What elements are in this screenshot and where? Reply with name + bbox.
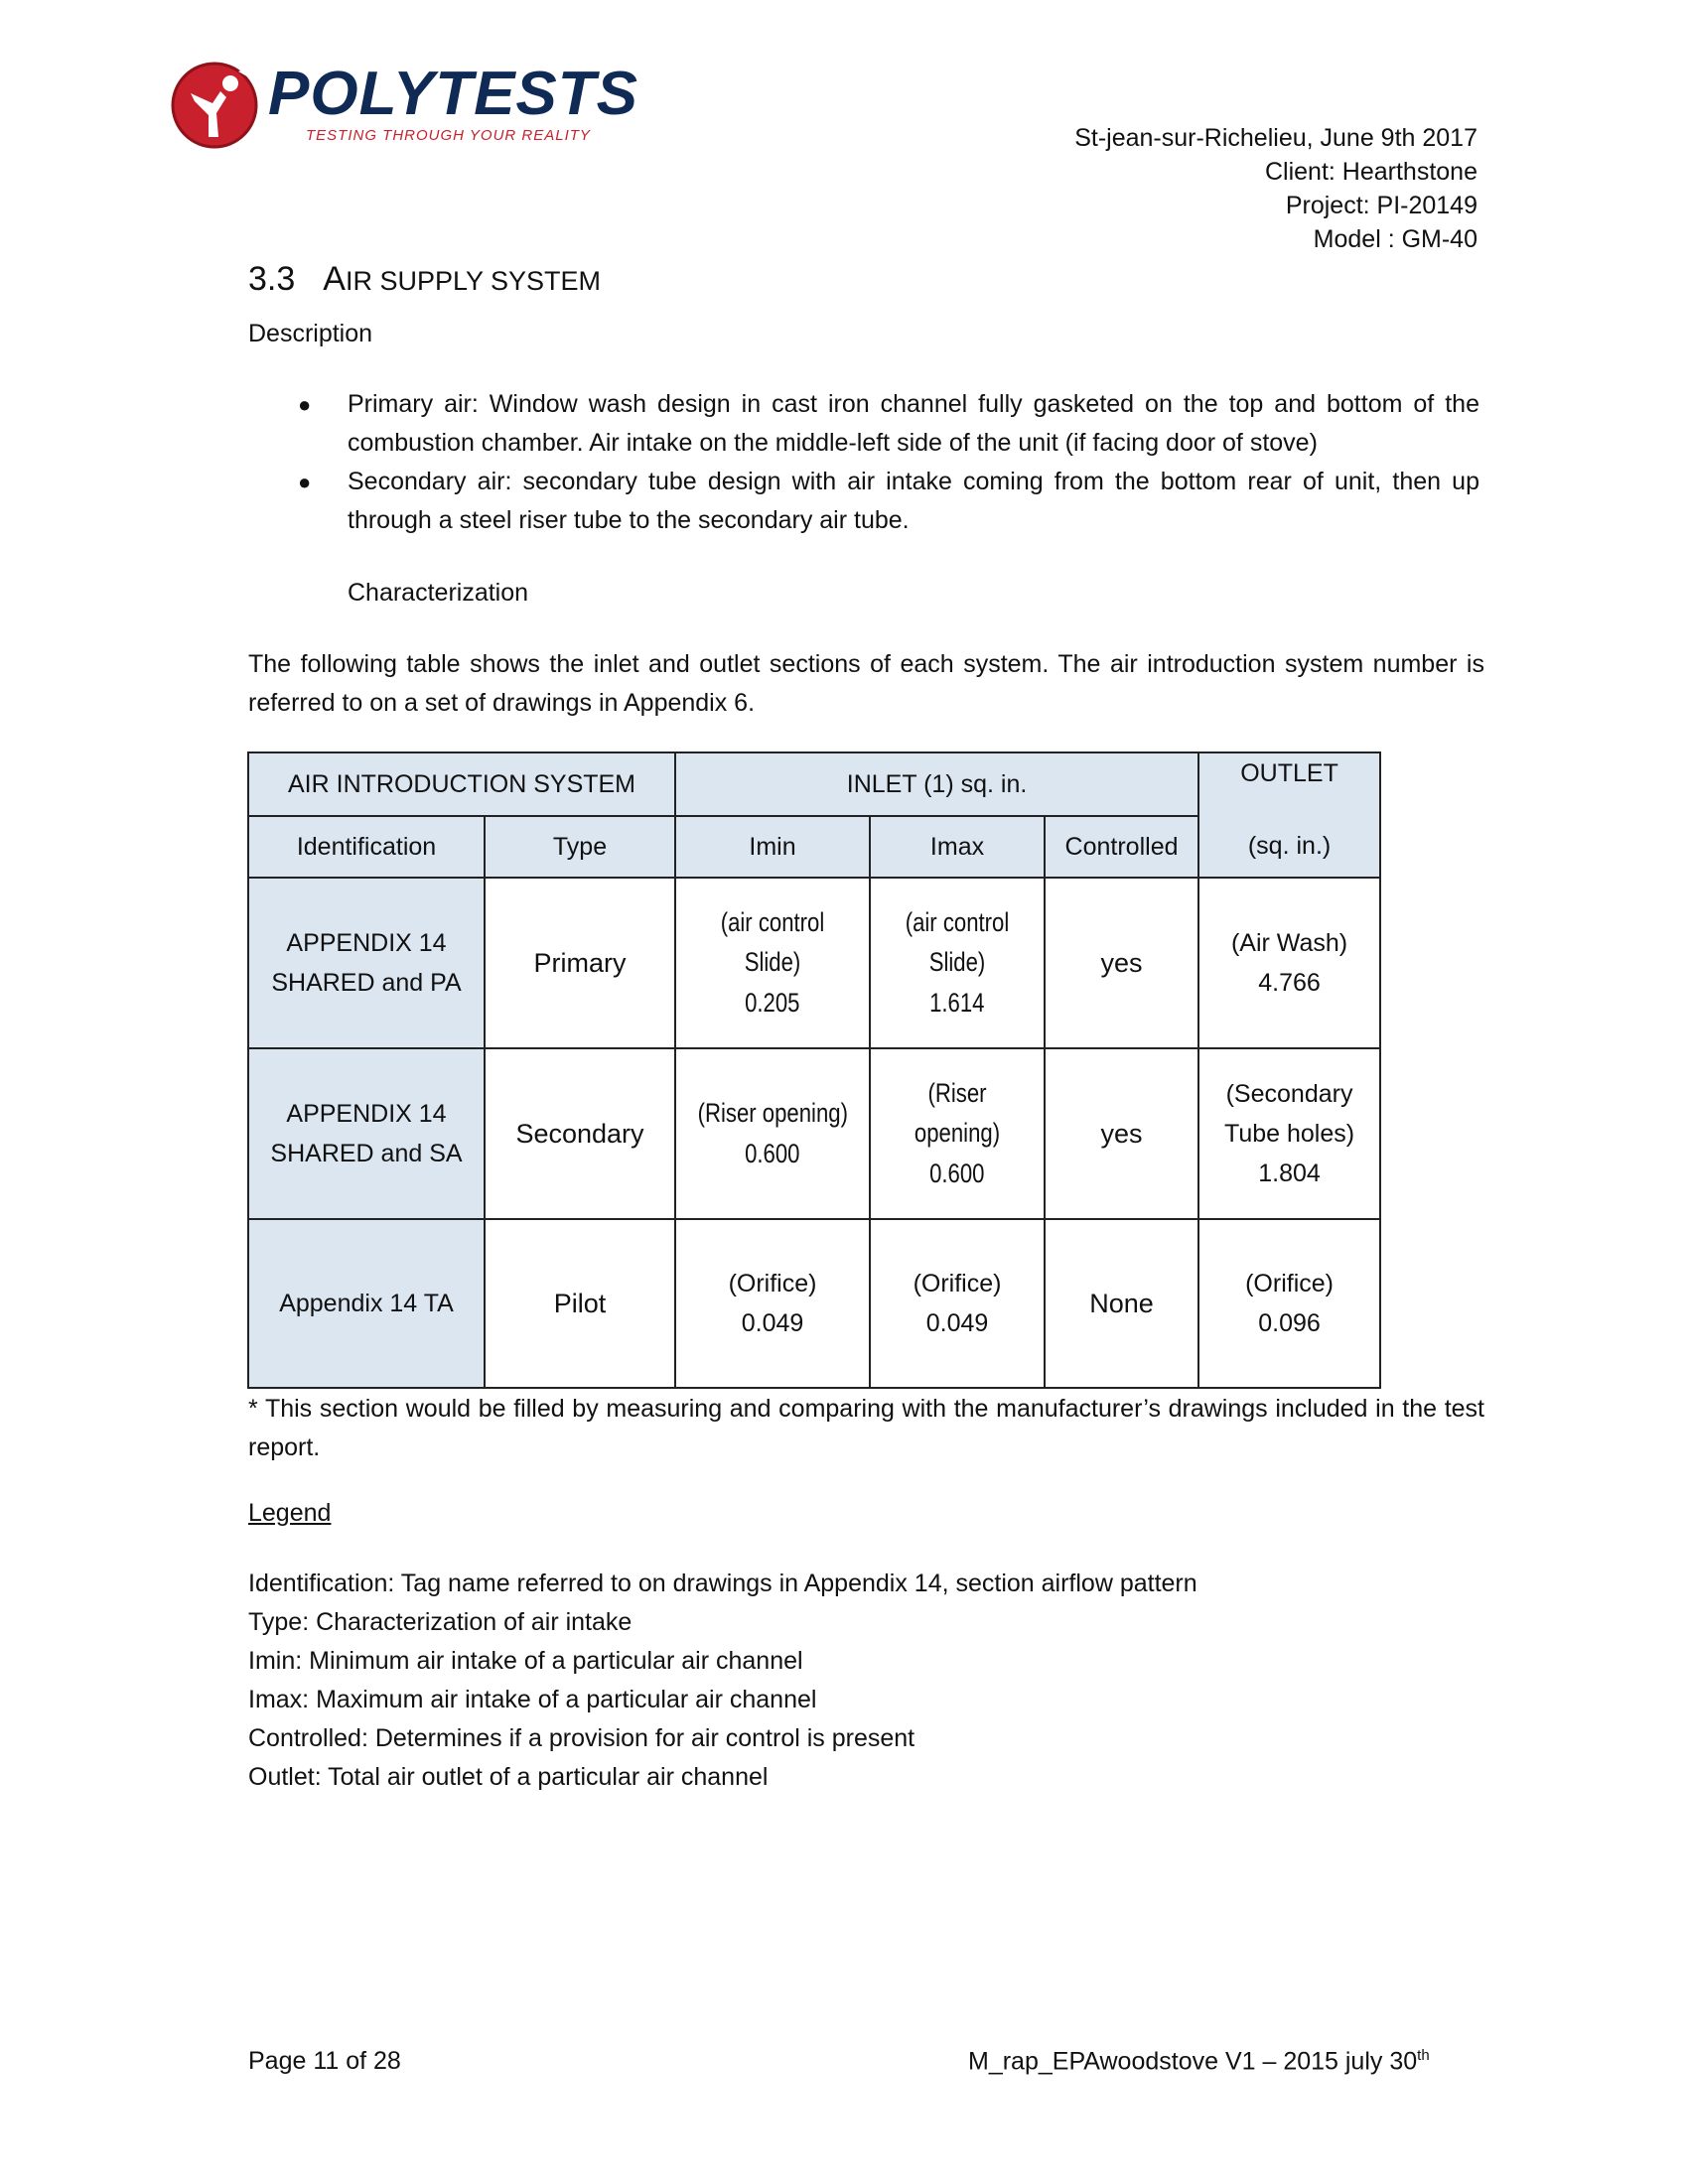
imax-value: 0.049 [925,1309,989,1337]
description-label: Description [248,320,373,347]
document-reference-sup: th [1417,2047,1430,2064]
outlet-line: 0.096 [1258,1309,1321,1337]
cell-controlled: yes [1045,878,1198,1048]
table-row [248,1219,1380,1388]
header-air-introduction-system: AIR INTRODUCTION SYSTEM [248,752,675,816]
cell-outlet [1198,878,1380,1048]
column-imin: Imin [675,816,870,878]
air-introduction-table [247,751,1381,1389]
intro-paragraph: The following table shows the inlet and outlet sections of each system. The air introduction system number is referred to on a set of drawings in Appendix 6. [248,650,1484,717]
section-title-rest: IR SUPPLY SYSTEM [345,266,602,296]
imax-label: (Orifice) [913,1270,1002,1297]
bullet-text: Secondary air: secondary tube design with air intake coming from the bottom rear of unit, then up through a steel riser tube to the secondary air tube. [348,468,1479,534]
legend-title: Legend [248,1499,332,1527]
legend-item: Identification: Tag name referred to on drawings in Appendix 14, section airflow pattern [248,1570,1197,1597]
bullet-primary-air [288,385,1479,463]
imin-value: 0.600 [745,1139,800,1168]
column-controlled: Controlled [1045,816,1198,878]
cell-imax [870,878,1045,1048]
cell-type: Pilot [485,1219,675,1388]
project-line: Project: PI-20149 [1285,192,1477,219]
legend-item: Outlet: Total air outlet of a particular air channel [248,1763,769,1791]
imin-label: (Riser opening) [697,1098,848,1128]
bullet-dot-icon: ● [298,392,312,417]
legend-item: Controlled: Determines if a provision for air control is present [248,1724,915,1752]
imax-value: 1.614 [929,988,985,1018]
cell-imin [675,878,870,1048]
imin-label: (Orifice) [728,1270,817,1297]
cell-imin [675,1048,870,1219]
imax-label: (air control Slide) [905,907,1010,977]
identification-line: APPENDIX 14 [286,929,447,957]
table-footnote: * This section would be filled by measuring and comparing with the manufacturer’s drawings included in the test report. [248,1395,1484,1461]
table-row [248,878,1380,1048]
identification-line: SHARED and SA [270,1140,463,1167]
imin-value: 0.049 [741,1309,804,1337]
page-number: Page 11 of 28 [248,2047,401,2075]
outlet-line: (Secondary [1225,1080,1353,1108]
column-imax: Imax [870,816,1045,878]
cell-identification [248,1048,485,1219]
section-heading [248,260,601,299]
legend-item: Imax: Maximum air intake of a particular air channel [248,1686,817,1713]
imax-label: (Riser opening) [914,1078,1001,1148]
cell-imax [870,1048,1045,1219]
cell-controlled: yes [1045,1048,1198,1219]
outlet-line: Tube holes) [1224,1120,1355,1148]
header-outlet: OUTLET [1198,752,1380,816]
company-logo [169,58,639,157]
cell-imax [870,1219,1045,1388]
characterization-label: Characterization [348,579,529,607]
bullet-secondary-air [288,463,1479,540]
document-reference [968,2047,1430,2076]
cell-type: Secondary [485,1048,675,1219]
brand-name: POLYTESTS [268,60,639,128]
cell-identification: Appendix 14 TA [248,1219,485,1388]
imin-label: (air control Slide) [720,907,825,977]
cell-outlet [1198,1219,1380,1388]
description-bullets [288,385,1479,540]
outlet-line: (Air Wash) [1230,929,1348,957]
polytests-emblem-icon [169,58,264,153]
identification-line: SHARED and PA [271,969,462,997]
document-reference-text: M_rap_EPAwoodstove V1 – 2015 july 30 [968,2047,1418,2076]
cell-identification [248,878,485,1048]
legend-item: Type: Characterization of air intake [248,1608,633,1636]
model-line: Model : GM-40 [1313,225,1477,253]
bullet-dot-icon: ● [298,470,312,494]
section-number: 3.3 [248,260,296,298]
cell-outlet [1198,1048,1380,1219]
imax-value: 0.600 [929,1159,985,1188]
outlet-line: 1.804 [1258,1160,1321,1187]
imin-value: 0.205 [745,988,800,1018]
place-date: St-jean-sur-Richelieu, June 9th 2017 [1074,124,1477,152]
legend-item: Imin: Minimum air intake of a particular air channel [248,1647,803,1675]
header-inlet: INLET (1) sq. in. [675,752,1198,816]
column-type: Type [485,816,675,878]
outlet-line: 4.766 [1258,969,1321,997]
brand-tagline: TESTING THROUGH YOUR REALITY [306,127,591,144]
section-title-initial: A [323,260,346,298]
table-row [248,1048,1380,1219]
client-line: Client: Hearthstone [1264,158,1477,186]
identification-line: APPENDIX 14 [286,1100,447,1128]
cell-imin [675,1219,870,1388]
column-identification: Identification [248,816,485,878]
outlet-line: (Orifice) [1245,1270,1334,1297]
cell-controlled: None [1045,1219,1198,1388]
legend-list [248,1565,1197,1797]
cell-type: Primary [485,878,675,1048]
document-header-info [1074,121,1477,256]
column-outlet-unit: (sq. in.) [1198,816,1380,878]
bullet-text: Primary air: Window wash design in cast iron channel fully gasketed on the top and bottom of the combustion chamber. Air intake on the middle-left side of the unit (if facing door of stove) [348,390,1479,457]
